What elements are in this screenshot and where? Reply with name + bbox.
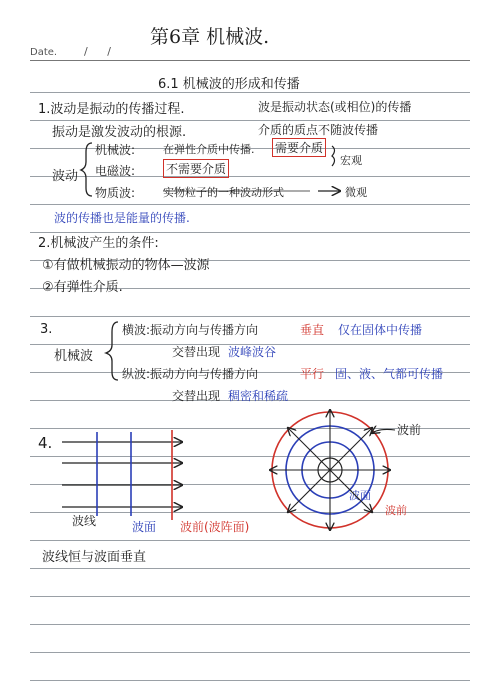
item2-title: 2.机械波产生的条件:: [38, 236, 159, 251]
matter-wave-desc: 实物粒子的一种波动形式: [163, 186, 284, 199]
longitudinal-shows-blue: 稠密和稀疏: [228, 389, 289, 403]
macro-label: 宏观: [340, 154, 362, 167]
longitudinal-shows: 交替出现: [172, 389, 221, 403]
item3-label: 机械波: [54, 349, 94, 364]
wave-line-label: 波线: [72, 514, 97, 528]
item3-num: 3.: [40, 322, 53, 337]
mech-wave-label: 机械波:: [95, 143, 136, 157]
spherical-wave-diagram: [270, 410, 395, 530]
wavefront-pointer: [372, 429, 395, 433]
energy-note: 波的传播也是能量的传播.: [54, 211, 190, 225]
ray-arrow: [288, 428, 330, 470]
item4-num: 4.: [38, 434, 53, 452]
circ-wavefront-label: 波前: [397, 423, 422, 437]
mech-wave-need: 需要介质: [272, 138, 326, 157]
longitudinal-relation: 平行: [300, 367, 325, 381]
item1-line-a-right: 波是振动状态(或相位)的传播: [258, 100, 412, 114]
wave-brace: [81, 143, 92, 196]
matter-wave-label: 物质波:: [95, 186, 136, 200]
micro-label: 微观: [345, 186, 367, 199]
circ-front-label: 波前: [385, 504, 407, 517]
em-wave-label: 电磁波:: [95, 164, 136, 178]
item1-line-b-right: 介质的质点不随波传播: [258, 123, 379, 137]
em-wave-desc: 不需要介质: [163, 159, 229, 178]
date-label: Date.: [30, 47, 58, 58]
longitudinal-desc: 纵波:振动方向与传播方向: [122, 367, 259, 381]
macro-brace: [332, 146, 335, 166]
wave-surface-label: 波面: [132, 520, 157, 534]
ray-arrow: [330, 428, 372, 470]
item2-cond2: ②有弹性介质.: [42, 280, 123, 295]
item1-line-a: 1.波动是振动的传播过程.: [38, 102, 185, 117]
item2-cond1: ①有做机械振动的物体—波源: [42, 258, 210, 273]
wave-label: 波动: [52, 169, 79, 184]
circ-surface-label: 波面: [349, 489, 371, 502]
ray-arrow: [330, 470, 372, 512]
mech-wave-desc: 在弹性介质中传播.: [163, 143, 255, 156]
transverse-relation: 垂直: [300, 323, 325, 337]
date-slashes: / /: [84, 45, 111, 58]
section-title: 6.1 机械波的形成和传播: [158, 77, 300, 92]
item1-line-b: 振动是激发波动的根源.: [52, 125, 187, 140]
wave-type-brace: [106, 322, 118, 380]
item4-conclusion: 波线恒与波面垂直: [42, 550, 147, 565]
transverse-shows: 交替出现: [172, 345, 221, 359]
wave-front-label: 波前(波阵面): [180, 520, 250, 534]
transverse-note: 仅在固体中传播: [338, 323, 423, 337]
longitudinal-note: 固、液、气都可传播: [335, 367, 444, 381]
chapter-title: 第6章 机械波.: [150, 26, 270, 48]
transverse-shows-blue: 波峰波谷: [228, 345, 277, 359]
transverse-desc: 横波:振动方向与传播方向: [122, 323, 259, 337]
ray-arrow: [288, 470, 330, 512]
